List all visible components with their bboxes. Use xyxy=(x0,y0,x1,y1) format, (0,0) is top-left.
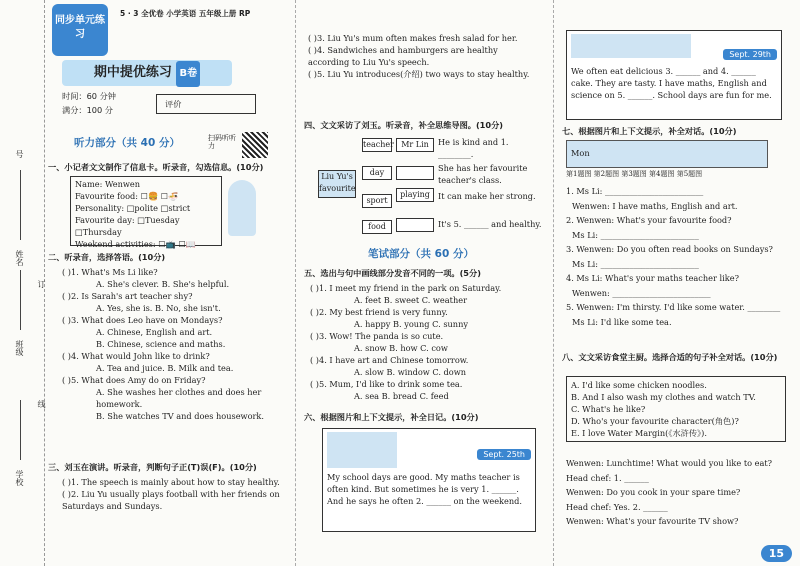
q8-option-a: A. I'd like some chicken noodles. xyxy=(571,380,707,390)
card-food: Favourite food: ☐🍔 ☐🍜 xyxy=(75,191,179,201)
binding-margin xyxy=(0,0,45,566)
listening-title: 听力部分（共 40 分） xyxy=(74,137,180,149)
girl-illustration xyxy=(228,180,256,236)
diary-date-1: Sept. 25th xyxy=(477,449,531,460)
binding-order: 订 xyxy=(37,280,46,288)
q3-item-1: ( )1. The speech is mainly about how to stay healthy. xyxy=(62,477,280,487)
q8-heading: 八、文文采访食堂主厨。选择合适的句子补全对话。(10分) xyxy=(562,352,778,362)
q3-heading: 三、刘玉在演讲。听录音，判断句子正(T)误(F)。(10分) xyxy=(48,462,257,472)
q7-heading: 七、根据图片和上下文提示，补全对话。(10分) xyxy=(562,126,737,136)
map-playing: playing xyxy=(396,188,434,202)
q3-item-2: ( )2. Liu Yu usually plays football with her friends on Saturdays and Sundays. xyxy=(62,489,280,511)
q7-line-8: Wenwen: ________________________ xyxy=(572,287,711,298)
q1-heading: 一、小记者文文制作了信息卡。听录音，勾选信息。(10分) xyxy=(48,162,264,172)
q5-item-2: ( )2. My best friend is very funny. A. happy B. young C. sunny xyxy=(310,307,468,329)
b-tag: B卷 xyxy=(176,61,200,87)
q7-line-2: Wenwen: I have maths, English and art. xyxy=(572,200,738,211)
q8-option-e: E. I love Water Margin(《水浒传》). xyxy=(571,428,707,438)
map-day: day xyxy=(362,166,392,180)
column-middle xyxy=(295,0,549,566)
info-card xyxy=(70,176,222,249)
map-center: Liu Yu's favourite xyxy=(318,170,356,198)
q2-item-3: ( )3. What does Leo have on Mondays? A. Chinese, English and art. B. Chinese, science and maths. xyxy=(62,315,226,349)
diary-text-2: We often eat delicious 3. ______ and 4. ______ cake. They are tasty. I have maths, English and science on 5. ______. School days are fun for me. xyxy=(571,66,772,100)
diary-card-1 xyxy=(322,428,536,532)
qr-label: 扫码听听力 xyxy=(208,134,236,150)
map-teacher: teacher xyxy=(362,138,392,152)
q7-line-4: Ms Li: ________________________ xyxy=(572,229,699,240)
time-label: 时间：60 分钟 xyxy=(62,91,116,101)
column-right xyxy=(553,0,800,566)
written-title: 笔试部分（共 60 分） xyxy=(368,248,474,260)
q8-line-3: Wenwen: Do you cook in your spare time? xyxy=(566,487,741,497)
q2-item-1: ( )1. What's Ms Li like? A. She's clever. B. She's helpful. xyxy=(62,267,230,289)
series-line: 5 · 3 全优卷 小学英语 五年级上册 RP xyxy=(120,9,251,18)
diary-date-2: Sept. 29th xyxy=(723,49,777,60)
score-label: 满分：100 分 xyxy=(62,105,113,115)
map-mrlin: Mr Lin xyxy=(396,138,434,152)
q7-line-9: 5. Wenwen: I'm thirsty. I'd like some water. ________ xyxy=(566,302,781,312)
eval-box: 评价 xyxy=(156,94,256,114)
q8-line-2: Head chef: 1. ______ xyxy=(566,472,649,483)
q3-item-4: ( )4. Sandwiches and hamburgers are healthy according to Liu Yu's speech. xyxy=(308,45,498,67)
column-left xyxy=(48,0,284,566)
q6-heading: 六、根据图片和上下文提示，补全日记。(10分) xyxy=(304,412,479,422)
q2-item-5: ( )5. What does Amy do on Friday? A. She washes her clothes and does her homework. B. She watches TV and does housework. xyxy=(62,375,264,421)
q7-line-7: 4. Ms Li: What's your maths teacher like? xyxy=(566,273,739,283)
q8-dialog xyxy=(566,456,788,529)
binding-school: 学校 xyxy=(15,470,24,486)
q2-item-2: ( )2. Is Sarah's art teacher shy? A. Yes, she is. B. No, she isn't. xyxy=(62,291,221,313)
q3-list xyxy=(62,476,282,512)
q8-option-c: C. What's he like? xyxy=(571,404,646,414)
q3-list-cont xyxy=(308,32,538,80)
map-text-3: It can make her strong. xyxy=(438,191,536,201)
binding-name: 姓名 xyxy=(15,250,24,266)
map-food: food xyxy=(362,220,392,234)
map-food-blank[interactable] xyxy=(396,218,434,232)
q2-item-4: ( )4. What would John like to drink? A. Tea and juice. B. Milk and tea. xyxy=(62,351,234,373)
q5-item-5: ( )5. Mum, I'd like to drink some tea. A. sea B. bread C. feed xyxy=(310,379,463,401)
food-illustration xyxy=(571,34,691,58)
map-day-blank[interactable] xyxy=(396,166,434,180)
map-sport: sport xyxy=(362,194,392,208)
q5-list xyxy=(310,282,542,402)
q7-pictures xyxy=(566,140,768,168)
q5-item-3: ( )3. Wow! The panda is so cute. A. snow B. how C. cow xyxy=(310,331,448,353)
page-title: 期中提优练习 B卷 xyxy=(62,60,232,86)
q7-dialog xyxy=(566,184,788,329)
q8-option-d: D. Who's your favourite character(角色)? xyxy=(571,416,739,426)
card-personality: Personality: □polite □strict xyxy=(75,203,191,213)
card-weekend: Weekend activities: ☐📺 ☐📖 xyxy=(75,239,196,249)
q2-list xyxy=(62,266,282,422)
q5-item-1: ( )1. I meet my friend in the park on Saturday. A. feet B. sweet C. weather xyxy=(310,283,502,305)
q5-item-4: ( )4. I have art and Chinese tomorrow. A. slow B. window C. down xyxy=(310,355,469,377)
q3-item-3: ( )3. Liu Yu's mum often makes fresh salad for her. xyxy=(308,33,518,43)
teacher-illustration xyxy=(327,432,397,468)
q8-line-4: Head chef: Yes. 2. ______ xyxy=(566,501,668,512)
q7-line-10: Ms Li: I'd like some tea. xyxy=(572,316,672,327)
q7-line-1: 1. Ms Li: ________________________ xyxy=(566,186,704,196)
q8-option-b: B. And I also wash my clothes and watch TV. xyxy=(571,392,756,402)
q8-options xyxy=(566,376,786,442)
q7-line-5: 3. Wenwen: Do you often read books on Sundays? xyxy=(566,244,773,254)
badge-sync: 同步单元练习 xyxy=(52,4,108,56)
binding-num: 号 xyxy=(15,150,24,158)
binding-class: 班级 xyxy=(15,340,24,356)
diary-text-1: My school days are good. My maths teacher is often kind. But sometimes he is very 1. ______. And he says he often 2. ______ on the weekend. xyxy=(327,472,522,506)
q7-line-3: 2. Wenwen: What's your favourite food? xyxy=(566,215,732,225)
q8-line-1: Wenwen: Lunchtime! What would you like to eat? xyxy=(566,458,773,468)
qr-code[interactable] xyxy=(242,132,268,158)
q2-heading: 二、听录音，选择答语。(10分) xyxy=(48,252,166,262)
map-text-2: She has her favourite teacher's class. xyxy=(438,163,528,185)
binding-seal: 线 xyxy=(37,400,46,408)
page-number: 15 xyxy=(761,545,792,562)
map-text-4: It's 5. ______ and healthy. xyxy=(438,219,542,229)
q5-heading: 五、选出与句中画线部分发音不同的一项。(5分) xyxy=(304,268,481,278)
map-text-1: He is kind and 1. ________. xyxy=(438,137,509,159)
mon-label: Mon xyxy=(571,148,590,158)
q7-line-6: Ms Li: ________________________ xyxy=(572,258,699,269)
q4-heading: 四、文文采访了刘玉。听录音，补全思维导图。(10分) xyxy=(304,120,504,130)
card-day: Favourite day: □Tuesday □Thursday xyxy=(75,215,180,237)
q7-picture-labels: 第1题图 第2题图 第3题图 第4题图 第5题图 xyxy=(566,170,703,178)
q3-item-5: ( )5. Liu Yu introduces(介绍) two ways to stay healthy. xyxy=(308,69,530,79)
diary-card-2 xyxy=(566,30,782,120)
card-name: Name: Wenwen xyxy=(75,179,141,189)
q8-line-5: Wenwen: What's your favourite TV show? xyxy=(566,516,739,526)
